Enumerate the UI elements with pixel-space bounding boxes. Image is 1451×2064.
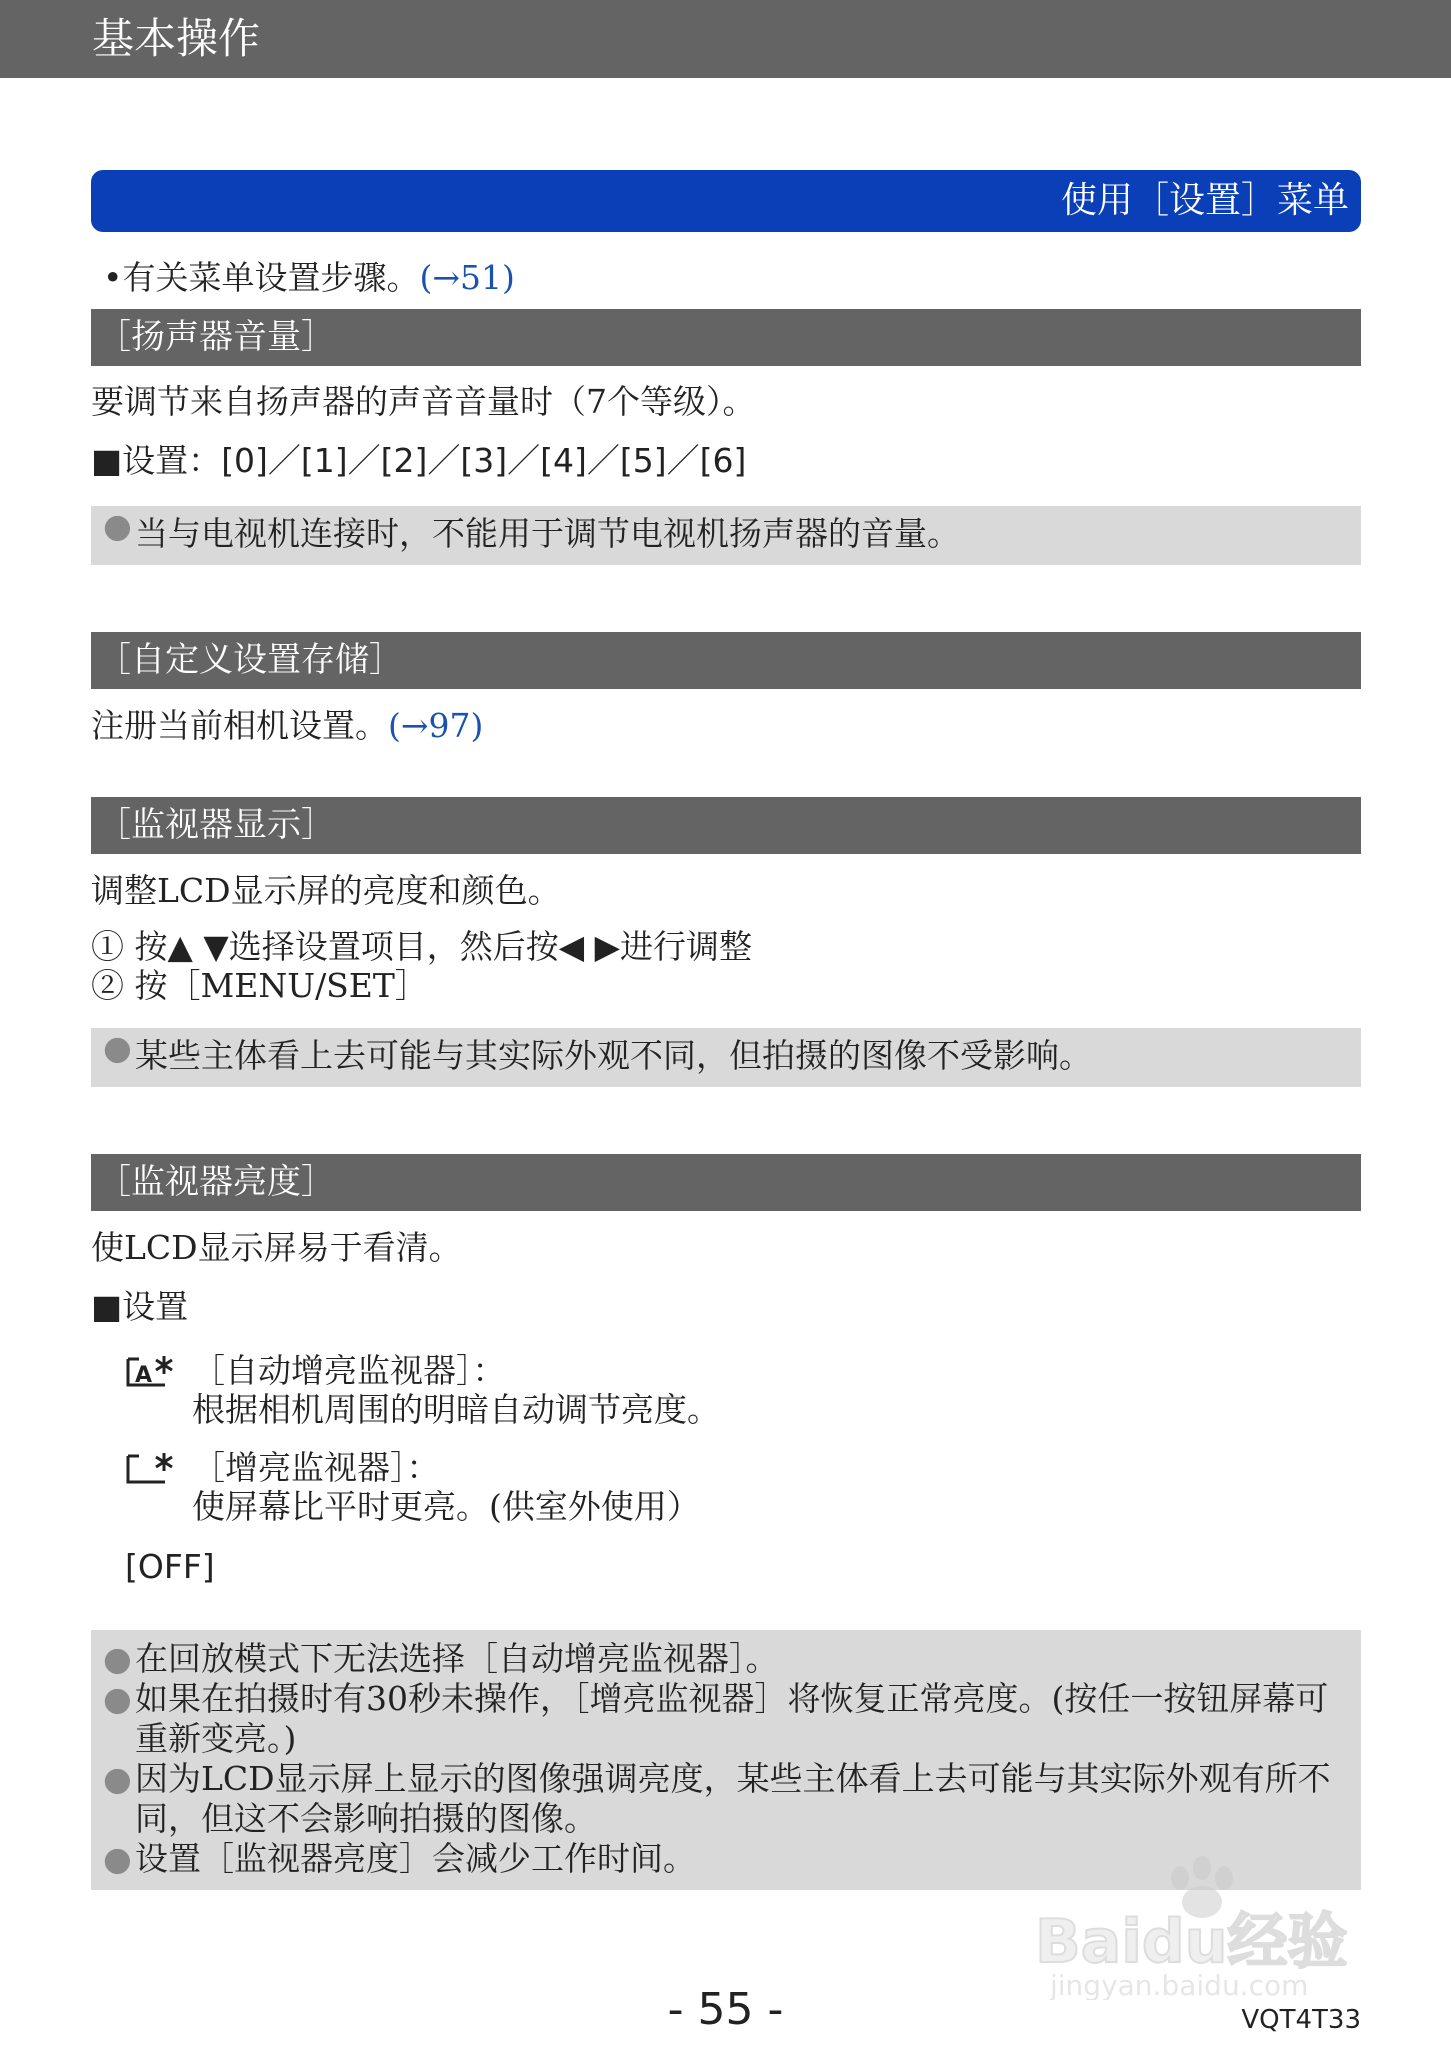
- speaker-settings: [91, 440, 746, 482]
- step-number-2: ②: [91, 966, 124, 1005]
- note-item: [91, 506, 1361, 554]
- baidu-watermark-logo: [1030, 1850, 1390, 2000]
- section-speaker-title: ［扬声器音量］: [97, 317, 335, 357]
- svg-text:A: A: [135, 1363, 153, 1388]
- circle-bullet-icon: ●: [103, 1028, 132, 1067]
- circle-bullet-icon: ●: [103, 1679, 132, 1718]
- speaker-description: 要调节来自扬声器的声音音量时（7个等级）。: [91, 382, 756, 421]
- section-speaker-heading: [91, 309, 1361, 366]
- note-text: 如果在拍摄时有30秒未操作，［增亮监视器］将恢复正常亮度。(按任一按钮屏幕可重新变亮。): [135, 1679, 1329, 1758]
- monitor-brightness-description: 使LCD显示屏易于看清。: [91, 1228, 462, 1267]
- note-text: 在回放模式下无法选择［自动增亮监视器］。: [135, 1639, 779, 1678]
- speaker-settings-label: ■设置：: [91, 441, 222, 480]
- intro-page-link[interactable]: (→51): [419, 258, 515, 297]
- step-2-text: 按［MENU/SET］: [134, 966, 428, 1005]
- auto-power-lcd-icon: [125, 1354, 175, 1388]
- option-auto-power-lcd-title: ［自动增亮监视器］：: [192, 1351, 506, 1390]
- section-monitor-display-title: ［监视器显示］: [97, 805, 335, 845]
- note-item: [91, 1759, 1361, 1839]
- note-item: [91, 1639, 1361, 1679]
- custom-page-link[interactable]: (→97): [388, 706, 484, 745]
- speaker-note-box: [91, 506, 1361, 565]
- option-power-lcd-title: ［增亮监视器］：: [192, 1448, 440, 1487]
- option-off: [OFF]: [125, 1547, 215, 1586]
- option-power-lcd-desc: 使屏幕比平时更亮。(供室外使用）: [192, 1487, 700, 1526]
- step-number-1: ①: [91, 927, 124, 966]
- intro-text: 有关菜单设置步骤。: [122, 258, 420, 297]
- intro-bullet: •: [103, 258, 123, 297]
- document-code: VQT4T33: [1241, 2005, 1361, 2035]
- option-auto-power-lcd-desc: 根据相机周围的明暗自动调节亮度。: [192, 1390, 720, 1429]
- power-lcd-icon: [125, 1451, 175, 1485]
- custom-text: 注册当前相机设置。: [91, 706, 388, 745]
- note-item: [91, 1028, 1361, 1076]
- intro-line: [103, 257, 515, 299]
- circle-bullet-icon: ●: [103, 1759, 132, 1798]
- monitor-brightness-settings-label: ■设置: [91, 1287, 189, 1326]
- circle-bullet-icon: ●: [103, 506, 132, 545]
- note-text: 设置［监视器亮度］会减少工作时间。: [135, 1839, 696, 1878]
- page-title: 基本操作: [92, 14, 261, 63]
- section-monitor-brightness-title: ［监视器亮度］: [97, 1162, 335, 1202]
- circle-bullet-icon: ●: [103, 1839, 132, 1878]
- menu-banner-label: 使用［设置］菜单: [1060, 180, 1349, 221]
- note-text: 因为LCD显示屏上显示的图像强调亮度，某些主体看上去可能与其实际外观有所不同，但这不会影响拍摄的图像。: [135, 1759, 1331, 1838]
- monitor-display-description: 调整LCD显示屏的亮度和颜色。: [91, 871, 561, 910]
- watermark-brand: Baidu经验: [1035, 1907, 1348, 1977]
- step-1-text: 按▲ ▼选择设置项目，然后按◀ ▶进行调整: [134, 927, 752, 966]
- custom-description: [91, 705, 483, 747]
- page-number: - 55 -: [667, 1984, 784, 2035]
- section-custom-heading: [91, 632, 1361, 689]
- speaker-settings-values: [0]／[1]／[2]／[3]／[4]／[5]／[6]: [221, 441, 747, 480]
- watermark-url: jingyan.baidu.com: [1050, 1969, 1309, 2000]
- note-text: 当与电视机连接时，不能用于调节电视机扬声器的音量。: [135, 514, 960, 553]
- monitor-display-note-box: [91, 1028, 1361, 1087]
- circle-bullet-icon: ●: [103, 1639, 132, 1678]
- section-custom-title: ［自定义设置存储］: [97, 640, 403, 680]
- section-monitor-display-heading: [91, 797, 1361, 854]
- menu-banner: [91, 170, 1361, 232]
- monitor-display-step-2: [91, 965, 428, 1007]
- section-monitor-brightness-heading: [91, 1154, 1361, 1211]
- note-text: 某些主体看上去可能与其实际外观不同，但拍摄的图像不受影响。: [135, 1036, 1092, 1075]
- page-header: [0, 0, 1451, 78]
- monitor-display-step-1: [91, 926, 752, 968]
- note-item: [91, 1679, 1361, 1759]
